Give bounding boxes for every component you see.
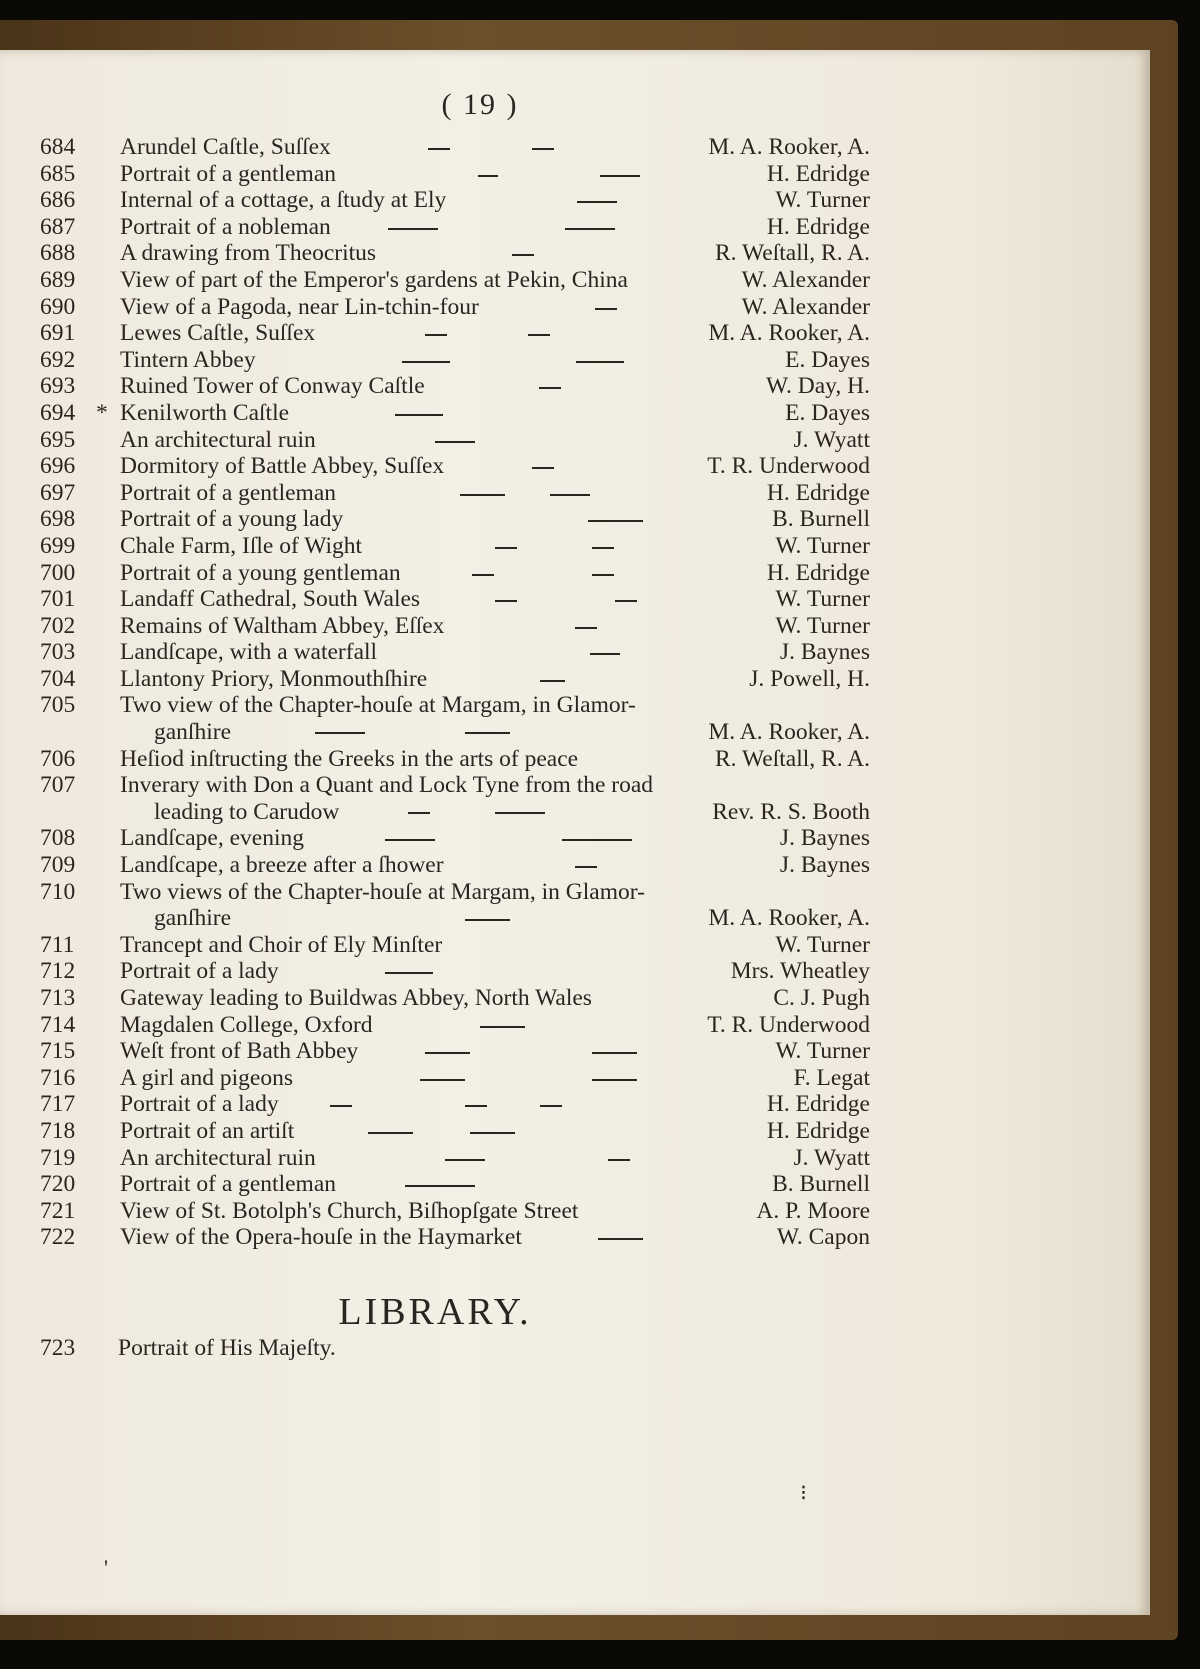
catalogue-entry [40, 613, 870, 640]
catalogue-entry [40, 1038, 870, 1065]
leader-dash [428, 148, 450, 150]
leader-dash [588, 520, 643, 522]
entry-title-line: A drawing from Theocritus [120, 240, 377, 267]
entry-title-line: Landſcape, with a waterfall [120, 639, 378, 666]
entry-number: 688 [40, 240, 76, 267]
catalogue-entry [40, 1145, 870, 1172]
leader-dash [565, 228, 615, 230]
leader-dash [512, 254, 534, 256]
catalogue-entry [40, 267, 870, 294]
entry-artist: W. Capon [776, 1224, 870, 1251]
entry-title [120, 772, 653, 825]
entry-artist: E. Dayes [785, 346, 870, 373]
entry-number: 700 [40, 559, 76, 586]
leader-dash [472, 574, 494, 576]
entry-number: 703 [40, 639, 76, 666]
entry-title-line: Remains of Waltham Abbey, Eſſex [120, 612, 445, 639]
entry-title [120, 134, 331, 161]
leader-dash [562, 839, 632, 841]
leader-dash [550, 494, 590, 496]
entry-number: 690 [40, 293, 76, 320]
entry-artist: W. Alexander [741, 266, 870, 293]
entry-title [120, 639, 377, 666]
entry-number: 702 [40, 612, 76, 639]
entry-number: 708 [40, 825, 76, 852]
entry-artist: J. Wyatt [793, 426, 870, 453]
leader-dash [368, 1132, 413, 1134]
entry-artist: W. Alexander [741, 293, 870, 320]
entry-title-line: Portrait of a gentleman [120, 160, 336, 187]
entry-title [120, 1091, 279, 1118]
entry-artist: M. A. Rooker, A. [708, 320, 870, 347]
entry-artist: M. A. Rooker, A. [708, 719, 870, 746]
entry-artist: J. Baynes [779, 639, 870, 666]
entry-artist: B. Burnell [772, 506, 870, 533]
entry-number: 695 [40, 426, 76, 453]
entry-title [120, 825, 304, 852]
entry-title-line: Heſiod inſtructing the Greeks in the arts of peace [120, 745, 579, 772]
entry-artist: Mrs. Wheatley [730, 958, 870, 985]
entry-title-line: View of part of the Emperor's gardens at Pekin, China [120, 266, 628, 293]
entry-title-line: View of St. Botolph's Church, Biſhopſgate Street [120, 1197, 579, 1224]
entry-number: 722 [40, 1224, 76, 1251]
catalogue-entry [40, 1012, 870, 1039]
entry-title-line: Tintern Abbey [120, 346, 256, 373]
entry-title-line: View of a Pagoda, near Lin-tchin-four [120, 293, 479, 320]
leader-dash [576, 361, 624, 363]
catalogue-entry [40, 214, 870, 241]
leader-dash [330, 1105, 352, 1107]
leader-dash [470, 1132, 515, 1134]
entry-title-line: An architectural ruin [120, 426, 316, 453]
entry-artist: Rev. R. S. Booth [712, 798, 870, 825]
entry-title [120, 187, 446, 214]
entry-artist: R. Weſtall, R. A. [715, 240, 870, 267]
entry-artist: J. Powell, H. [749, 665, 870, 692]
leader-dash [425, 1052, 470, 1054]
entry-title [120, 1065, 293, 1092]
entry-artist: J. Baynes [779, 825, 870, 852]
leader-dash [388, 228, 438, 230]
entry-title-line: Portrait of a nobleman [120, 213, 331, 240]
catalogue-entry [40, 294, 870, 321]
entry-title-line: Weſt front of Bath Abbey [120, 1038, 359, 1065]
entry-title [120, 666, 427, 693]
entry-title [120, 320, 315, 347]
leader-dash [465, 732, 510, 734]
entry-number: 704 [40, 665, 76, 692]
entry-title [120, 347, 256, 374]
catalogue-entry [40, 161, 870, 188]
leader-dash [395, 414, 443, 416]
entry-artist: H. Edridge [766, 479, 870, 506]
leader-dash [495, 600, 517, 602]
entry-title [120, 240, 376, 267]
entry-number: 685 [40, 160, 76, 187]
entry-title-line: Two view of the Chapter-houſe at Margam, in Glamor- [120, 692, 636, 719]
entry-artist: T. R. Underwood [707, 1011, 870, 1038]
catalogue-entry [40, 1171, 870, 1198]
entry-artist: H. Edridge [766, 1091, 870, 1118]
entry-title-line: Portrait of a lady [120, 958, 279, 985]
entry-number: 723 [40, 1335, 76, 1361]
entry-title [120, 586, 420, 613]
catalogue-entry [40, 560, 870, 587]
leader-dash [595, 308, 617, 310]
leader-dash [539, 387, 561, 389]
entry-artist: B. Burnell [772, 1171, 870, 1198]
entry-title [120, 1145, 316, 1172]
entry-title-line: Portrait of a young gentleman [120, 559, 401, 586]
entry-artist: W. Turner [775, 187, 870, 214]
entry-title-line: Portrait of a gentleman [120, 1171, 336, 1198]
leader-dash [592, 1052, 637, 1054]
catalogue-entry [40, 985, 870, 1012]
leader-dash [465, 919, 510, 921]
entry-title-continuation: leading to Carudow [154, 798, 340, 825]
entry-number: 716 [40, 1064, 76, 1091]
entry-number: 707 [40, 772, 76, 799]
entry-title-line: Landſcape, evening [120, 825, 304, 852]
catalogue-entry [40, 692, 870, 745]
entry-artist: E. Dayes [785, 399, 870, 426]
catalogue-entry [40, 958, 870, 985]
entry-title [120, 1171, 336, 1198]
entry-number: 712 [40, 958, 76, 985]
margin-mark: ⁝ [800, 1480, 807, 1505]
catalogue-entry [40, 852, 870, 879]
catalogue-entry [40, 825, 870, 852]
catalogue-entry [40, 746, 870, 773]
entry-title [120, 214, 331, 241]
entry-artist: J. Baynes [779, 852, 870, 879]
entry-artist: H. Edridge [766, 559, 870, 586]
asterisk-mark: * [96, 399, 108, 426]
entry-artist: W. Turner [775, 931, 870, 958]
leader-dash [532, 467, 554, 469]
entry-number: 705 [40, 692, 76, 719]
page-number: ( 19 ) [441, 88, 519, 121]
entry-number: 720 [40, 1171, 76, 1198]
entry-artist: H. Edridge [766, 213, 870, 240]
leader-dash [408, 812, 430, 814]
entry-artist: H. Edridge [766, 160, 870, 187]
entry-number: 718 [40, 1117, 76, 1144]
entry-number: 711 [40, 931, 75, 958]
entry-artist: A. P. Moore [756, 1197, 870, 1224]
leader-dash [540, 1105, 562, 1107]
entry-title [120, 1038, 358, 1065]
entry-title [120, 506, 343, 533]
exhibition-catalogue-list [40, 134, 870, 1251]
entry-title [120, 879, 645, 932]
entry-artist: F. Legat [793, 1064, 870, 1091]
entry-title [120, 985, 592, 1012]
catalogue-entry [40, 1065, 870, 1092]
catalogue-entry [40, 427, 870, 454]
catalogue-entry [40, 666, 870, 693]
entry-title-line: Portrait of an artiſt [120, 1117, 295, 1144]
catalogue-entry [40, 187, 870, 214]
catalogue-entry [40, 772, 870, 825]
entry-artist: R. Weſtall, R. A. [715, 745, 870, 772]
entry-title-continuation: ganſhire [154, 719, 231, 746]
leader-dash [495, 547, 517, 549]
entry-number: 719 [40, 1144, 76, 1171]
entry-artist: W. Turner [775, 1038, 870, 1065]
catalogue-entry [40, 586, 870, 613]
entry-artist: W. Day, H. [766, 373, 870, 400]
entry-title [120, 267, 628, 294]
leader-dash [465, 1105, 487, 1107]
entry-number: 699 [40, 532, 76, 559]
entry-title-line: Trancept and Choir of Ely Minſter [120, 931, 443, 958]
entry-number: 698 [40, 506, 76, 533]
catalogue-entry [40, 506, 870, 533]
entry-title-line: Magdalen College, Oxford [120, 1011, 373, 1038]
leader-dash [405, 1185, 475, 1187]
catalogue-entry [40, 1198, 870, 1225]
margin-mark: ' [104, 1555, 108, 1580]
leader-dash [600, 175, 640, 177]
leader-dash [575, 866, 597, 868]
catalogue-entry [40, 879, 870, 932]
entry-artist: H. Edridge [766, 1117, 870, 1144]
entry-artist: C. J. Pugh [773, 985, 870, 1011]
catalogue-entry [40, 1091, 870, 1118]
leader-dash [480, 1026, 525, 1028]
entry-title [120, 1118, 294, 1145]
entry-title [120, 373, 425, 400]
entry-title-line: Landaff Cathedral, South Wales [120, 586, 421, 613]
catalogue-entry [40, 1118, 870, 1145]
entry-number: 696 [40, 453, 76, 480]
entry-artist: W. Turner [775, 612, 870, 639]
entry-number: 721 [40, 1197, 76, 1224]
leader-dash [577, 201, 617, 203]
entry-title-line: An architectural ruin [120, 1144, 316, 1171]
leader-dash [608, 1159, 630, 1161]
entry-artist: T. R. Underwood [707, 453, 870, 480]
entry-number: 691 [40, 320, 76, 347]
entry-number: 686 [40, 187, 76, 214]
entry-title-line: Inverary with Don a Quant and Lock Tyne from the road [120, 772, 654, 799]
entry-number: 701 [40, 586, 76, 613]
entry-title-line: Arundel Caſtle, Suſſex [120, 134, 331, 160]
leader-dash [460, 494, 505, 496]
entry-artist: J. Wyatt [793, 1144, 870, 1171]
entry-number: 714 [40, 1011, 76, 1038]
leader-dash [425, 334, 447, 336]
entry-number: 689 [40, 266, 76, 293]
entry-title-line: A girl and pigeons [120, 1064, 293, 1091]
entry-number: 717 [40, 1091, 76, 1118]
leader-dash [575, 627, 597, 629]
leader-dash [592, 547, 614, 549]
entry-artist: W. Turner [775, 586, 870, 613]
entry-artist: W. Turner [775, 532, 870, 559]
entry-artist: M. A. Rooker, A. [708, 134, 870, 160]
leader-dash [540, 680, 565, 682]
leader-dash [385, 839, 435, 841]
catalogue-entry [40, 240, 870, 267]
entry-number: 709 [40, 852, 76, 879]
entry-title-line: Kenilworth Caſtle [120, 399, 290, 426]
entry-title [120, 400, 289, 427]
entry-number: 694 [40, 399, 76, 426]
catalogue-entry [40, 373, 870, 400]
entry-title [120, 294, 479, 321]
entry-title-line: Internal of a cottage, a ſtudy at Ely [120, 187, 447, 214]
entry-title [120, 852, 444, 879]
entry-title-line: Llantony Priory, Monmouthſhire [120, 665, 428, 692]
leader-dash [592, 574, 614, 576]
leader-dash [615, 600, 637, 602]
catalogue-entry [40, 453, 870, 480]
book-page [0, 50, 1150, 1615]
entry-number: 715 [40, 1038, 76, 1065]
entry-number: 713 [40, 985, 76, 1011]
entry-title-continuation: ganſhire [154, 905, 231, 932]
entry-title [120, 533, 362, 560]
entry-number: 692 [40, 346, 76, 373]
entry-title [120, 613, 444, 640]
catalogue-entry [40, 400, 870, 427]
leader-dash [315, 732, 365, 734]
entry-title-line: View of the Opera-houſe in the Haymarket [120, 1224, 522, 1251]
catalogue-entry [40, 134, 870, 161]
entry-number: 710 [40, 878, 76, 905]
leader-dash [532, 148, 554, 150]
leader-dash [435, 441, 475, 443]
entry-title-line: Lewes Caſtle, Suſſex [120, 320, 316, 347]
leader-dash [445, 1159, 485, 1161]
entry-title-line: Dormitory of Battle Abbey, Suſſex [120, 453, 445, 480]
leader-dash [495, 812, 545, 814]
entry-title-line: Landſcape, a breeze after a ſhower [120, 852, 444, 879]
entry-title: Portrait of His Majeſty. [118, 1335, 336, 1361]
entry-title [120, 427, 316, 454]
catalogue-entry [40, 639, 870, 666]
entry-title [120, 1012, 373, 1039]
entry-number: 687 [40, 213, 76, 240]
entry-title [120, 161, 336, 188]
leader-dash [592, 1079, 637, 1081]
entry-title [120, 958, 279, 985]
entry-title-line: Portrait of a young lady [120, 506, 344, 533]
leader-dash [385, 972, 433, 974]
entry-title-line: Two views of the Chapter-houſe at Margam, in Glamor- [120, 878, 645, 905]
entry-title [120, 1224, 522, 1251]
entry-number: 706 [40, 745, 76, 772]
entry-number: 693 [40, 373, 76, 400]
entry-title [120, 932, 442, 959]
entry-title [120, 560, 401, 587]
entry-title-line: Portrait of a gentleman [120, 479, 336, 506]
catalogue-entry [40, 320, 870, 347]
catalogue-entry [40, 932, 870, 959]
catalogue-entry [40, 1224, 870, 1251]
leader-dash [402, 361, 450, 363]
entry-title-line: Chale Farm, Iſle of Wight [120, 532, 363, 559]
entry-title [120, 480, 336, 507]
entry-title-line: Gateway leading to Buildwas Abbey, North Wales [120, 985, 592, 1011]
catalogue-entry [40, 533, 870, 560]
entry-title [120, 692, 636, 745]
entry-title [120, 1198, 578, 1225]
entry-number: 697 [40, 479, 76, 506]
entry-title [120, 453, 444, 480]
leader-dash [528, 334, 550, 336]
catalogue-entry [40, 480, 870, 507]
leader-dash [420, 1079, 465, 1081]
leader-dash [590, 653, 620, 655]
leader-dash [598, 1238, 643, 1240]
entry-title [120, 746, 578, 773]
catalogue-entry [40, 347, 870, 374]
entry-number: 684 [40, 134, 76, 160]
entry-title-line: Ruined Tower of Conway Caſtle [120, 373, 425, 400]
section-title: LIBRARY. [338, 1291, 532, 1333]
entry-title-line: Portrait of a lady [120, 1091, 279, 1118]
leader-dash [478, 175, 498, 177]
entry-artist: M. A. Rooker, A. [708, 905, 870, 932]
